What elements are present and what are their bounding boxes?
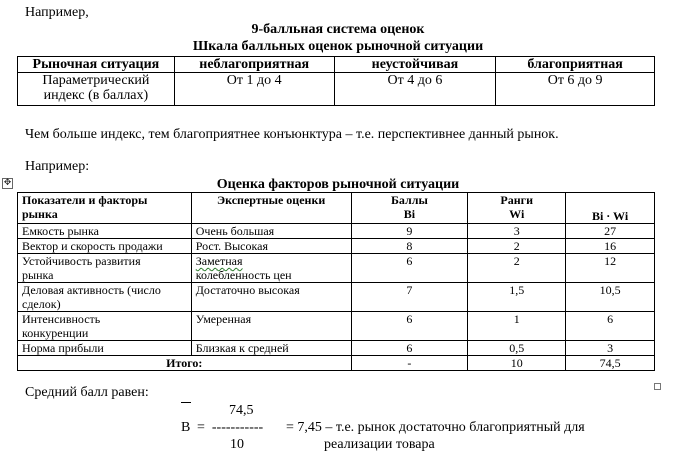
factor-name — [18, 283, 192, 312]
rank-cell: 1 — [468, 312, 566, 341]
formula-result-text: = 7,45 – т.е. рынок достаточно благоприятный для — [286, 420, 585, 435]
header-scores-line1: Баллы — [390, 193, 428, 207]
formula-fraction-bar: = ----------- — [197, 420, 264, 435]
rank-cell: 0,5 — [468, 341, 566, 356]
factor-name: Вектор и скорость продажи — [18, 239, 192, 254]
factor-name: Емкость рынка — [18, 224, 192, 239]
scale-subtitle: Шкала балльных оценок рыночной ситуации — [192, 39, 484, 54]
intro-text-2: Например: — [25, 159, 90, 174]
header-market-situation: Рыночная ситуация — [18, 57, 175, 73]
header-unfavorable: неблагоприятная — [174, 57, 334, 73]
mean-overline — [181, 402, 191, 403]
header-factors — [18, 193, 192, 224]
factors-table — [17, 192, 655, 371]
table-row — [18, 224, 655, 239]
rank-cell: 2 — [468, 254, 566, 283]
product-cell: 3 — [566, 341, 655, 356]
factor-name: Норма прибыли — [18, 341, 192, 356]
scale-table-row — [18, 73, 655, 106]
rank-cell: 1,5 — [468, 283, 566, 312]
table-row — [18, 254, 655, 283]
expert-assessment: Очень большая — [191, 224, 351, 239]
expert-assessment: Достаточно высокая — [191, 283, 351, 312]
header-product: Bi · Wi — [566, 193, 655, 224]
param-index-line1: Параметрический — [42, 73, 150, 88]
intro-text-1: Например, — [25, 5, 89, 20]
expert-assessment: Умеренная — [191, 312, 351, 341]
factor-name-line1: Устойчивость развития — [22, 254, 141, 268]
expert-assessment — [191, 254, 351, 283]
header-factors-line2: рынка — [22, 207, 58, 221]
factor-name-line1: Интенсивность — [22, 312, 101, 326]
range-unstable: От 4 до 6 — [334, 73, 496, 106]
table-row — [18, 239, 655, 254]
expert-assessment: Рост. Высокая — [191, 239, 351, 254]
total-score: - — [351, 356, 468, 371]
scale-title: 9-балльная система оценок — [251, 22, 425, 37]
score-cell: 7 — [351, 283, 468, 312]
table-row — [18, 283, 655, 312]
factor-name-line2: сделок) — [22, 297, 61, 311]
expert-assessment: Близкая к средней — [191, 341, 351, 356]
param-index-line2: индекс (в баллах) — [43, 88, 149, 103]
formula-result — [286, 420, 585, 436]
score-cell: 6 — [351, 341, 468, 356]
score-cell: 6 — [351, 254, 468, 283]
factor-name-line1: Деловая активность (число — [22, 283, 161, 297]
header-favorable: благоприятная — [496, 57, 655, 73]
factors-table-title: Оценка факторов рыночной ситуации — [216, 177, 460, 192]
assessment-line1: Заметная — [195, 254, 243, 268]
scale-table — [17, 56, 655, 106]
range-unfavorable: От 1 до 4 — [174, 73, 334, 106]
score-cell: 8 — [351, 239, 468, 254]
header-scores-line2: Bi — [403, 207, 416, 221]
product-cell: 16 — [566, 239, 655, 254]
factor-name-line2: рынка — [22, 268, 54, 282]
total-rank: 10 — [468, 356, 566, 371]
header-ranks — [468, 193, 566, 224]
header-scores — [351, 193, 468, 224]
header-factors-line1: Показатели и факторы — [22, 193, 148, 207]
table-row — [18, 341, 655, 356]
product-cell: 10,5 — [566, 283, 655, 312]
rank-cell: 2 — [468, 239, 566, 254]
factors-header-row — [18, 193, 655, 224]
score-cell: 6 — [351, 312, 468, 341]
conclusion-sentence: Чем больше индекс, тем благоприятнее конъюнктура – т.е. перспективнее данный рынок. — [25, 127, 559, 142]
formula-symbol: B — [181, 420, 191, 435]
factor-name — [18, 254, 192, 283]
assessment-line2: колебленность цен — [195, 268, 292, 282]
table-move-icon[interactable]: ✥ — [3, 178, 12, 188]
formula-denominator: 10 — [230, 437, 244, 452]
header-ranks-line2: Wi — [509, 207, 525, 221]
factor-name — [18, 312, 192, 341]
header-expert-assessment: Экспертные оценки — [191, 193, 351, 224]
score-cell: 9 — [351, 224, 468, 239]
rank-cell: 3 — [468, 224, 566, 239]
product-cell: 12 — [566, 254, 655, 283]
product-cell: 6 — [566, 312, 655, 341]
header-unstable: неустойчивая — [334, 57, 496, 73]
factor-name-line2: конкуренции — [22, 326, 89, 340]
param-index-label — [18, 73, 175, 106]
total-product: 74,5 — [566, 356, 655, 371]
table-row — [18, 312, 655, 341]
product-cell: 27 — [566, 224, 655, 239]
table-resize-handle[interactable] — [654, 383, 661, 390]
range-favorable: От 6 до 9 — [496, 73, 655, 106]
formula-numerator: 74,5 — [229, 403, 254, 418]
formula-continuation: реализации товара — [324, 437, 435, 452]
total-label: Итого: — [18, 356, 352, 371]
scale-table-header-row — [18, 57, 655, 73]
average-score-label: Средний балл равен: — [25, 385, 149, 400]
header-ranks-line1: Ранги — [500, 193, 534, 207]
total-row — [18, 356, 655, 371]
